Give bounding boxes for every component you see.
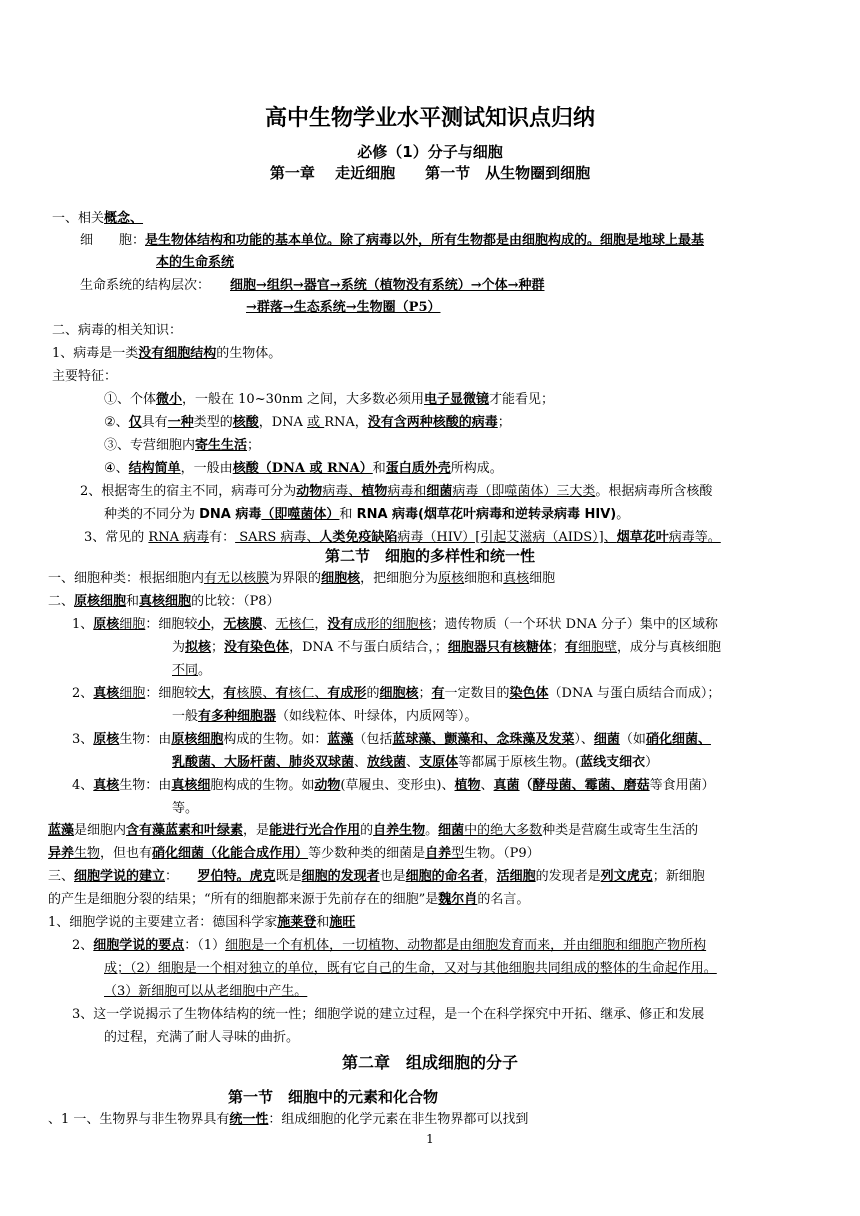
cell-theory-founders: 1、细胞学说的主要建立者：德国科学家施莱登和施旺 xyxy=(48,915,356,930)
prokaryote-cell-line3: 不同。 xyxy=(172,663,212,678)
unity-line: 、1 一、生物界与非生物界具有统一性：组成细胞的化学元素在非生物界都可以找到 xyxy=(48,1112,529,1127)
cyanobacteria-line1: 蓝藻是细胞内含有藻蓝素和叶绿素，是能进行光合作用的自养生物。细菌中的绝大多数种类是营腐生或寄生生活的 xyxy=(48,823,699,838)
concept-heading: 一、相关概念、 xyxy=(52,211,144,226)
virus-heading: 二、病毒的相关知识： xyxy=(52,323,183,338)
eukaryote-cell-line1: 2、真核细胞：细胞较大，有核膜、有核仁、有成形的细胞核；有一定数目的染色体（DNA 与蛋白质结合而成）； xyxy=(72,686,721,701)
page-title: 高中生物学业水平测试知识点归纳 xyxy=(264,106,595,131)
life-system-levels-line1: 生命系统的结构层次： 细胞→组织→器官→系统（植物没有系统）→个体→种群 xyxy=(80,278,545,293)
cyanobacteria-line2: 异养生物，但也有硝化细菌（化能合成作用）等少数种类的细菌是自养型生物。（P9） xyxy=(48,846,540,861)
cell-types-line: 一、细胞种类：根据细胞内有无以核膜为界限的细胞核，把细胞分为原核细胞和真核细胞 xyxy=(48,571,556,586)
cell-theory-points-line3: （3）新细胞可以从老细胞中产生。 xyxy=(104,984,308,999)
eukaryote-cell-line2: 一般有多种细胞器（如线粒体、叶绿体，内质网等）。 xyxy=(172,709,478,724)
eukaryote-organism-line2: 等。 xyxy=(172,801,199,816)
cell-theory-line1: 三、细胞学说的建立： 罗伯特。虎克既是细胞的发现者也是细胞的命名者，活细胞的发现者是列文虎克；新细胞 xyxy=(48,869,705,884)
page-number: 1 xyxy=(426,1132,434,1146)
virus-feature-3: ③、专营细胞内寄生生活； xyxy=(104,438,261,453)
prokaryote-organism-line1: 3、原核生物：由原核细胞构成的生物。如：蓝藻（包括蓝球藻、颤藻和、念珠藻及发菜）、细菌（如硝化细菌、 xyxy=(72,732,711,747)
virus-p2-line1: 2、根据寄生的宿主不同，病毒可分为动物病毒、植物病毒和细菌病毒（即噬菌体）三大类。根据病毒所含核酸 xyxy=(80,484,713,499)
prokaryote-cell-line1: 1、原核细胞：细胞较小，无核膜、无核仁，没有成形的细胞核；遗传物质（一个环状 DNA 分子）集中的区域称 xyxy=(72,617,718,632)
cell-theory-significance-line1: 3、这一学说揭示了生物体结构的统一性；细胞学说的建立过程，是一个在科学探究中开拓、继承、修正和发展 xyxy=(72,1007,705,1022)
virus-feature-2: ②、仅具有一种类型的核酸，DNA 或 RNA，没有含两种核酸的病毒； xyxy=(104,415,511,430)
virus-p2-line2: 种类的不同分为 DNA 病毒（即噬菌体）和 RNA 病毒(烟草花叶病毒和逆转录病毒 HIV)。 xyxy=(104,507,630,522)
section2-heading: 第二节 细胞的多样性和统一性 xyxy=(324,547,535,565)
eukaryote-organism-line1: 4、真核生物：由真核细胞构成的生物。如动物(草履虫、变形虫)、植物、真菌（酵母菌、霉菌、磨菇等食用菌） xyxy=(72,778,715,793)
page-subtitle: 必修（1）分子与细胞 xyxy=(357,143,503,161)
virus-feature-4: ④、结构简单，一般由核酸（DNA 或 RNA）和蛋白质外壳所构成。 xyxy=(104,461,503,476)
prokaryote-organism-line2: 乳酸菌、大肠杆菌、肺炎双球菌、放线菌、支原体等都属于原核生物。(蓝线支细衣） xyxy=(172,755,659,770)
cell-theory-points-line1: 2、细胞学说的要点：（1）细胞是一个有机体，一切植物、动物都是由细胞发育而来，并由细胞和细胞产物所构 xyxy=(72,938,707,953)
cell-theory-line2: 的产生是细胞分裂的结果；“所有的细胞都来源于先前存在的细胞”是魏尔肖的名言。 xyxy=(48,892,530,907)
cell-definition-line1: 细 胞：是生物体结构和功能的基本单位。除了病毒以外，所有生物都是由细胞构成的。细胞是地球上最基 xyxy=(80,233,705,248)
virus-features-label: 主要特征： xyxy=(52,369,118,384)
virus-p3: 3、常见的 RNA 病毒有： SARS 病毒、人类免疫缺陷病毒（HIV）[引起艾滋病（AIDS）]、烟草花叶病毒等。 xyxy=(84,530,721,545)
chapter1-heading: 第一章 走近细胞 第一节 从生物圈到细胞 xyxy=(269,164,591,182)
cell-theory-points-line2: 成；（2）细胞是一个相对独立的单位，既有它自己的生命，又对与其他细胞共同组成的整体的生命起作用。 xyxy=(104,961,717,976)
virus-p1: 1、病毒是一类没有细胞结构的生物体。 xyxy=(52,346,282,361)
chapter2-heading: 第二章 组成细胞的分子 xyxy=(341,1053,518,1072)
chapter2-section1-heading: 第一节 细胞中的元素和化合物 xyxy=(228,1088,439,1106)
cell-compare-heading: 二、原核细胞和真核细胞的比较：（P8） xyxy=(48,594,280,609)
cell-definition-line2: 本的生命系统 xyxy=(156,255,235,270)
virus-feature-1: ①、个体微小，一般在 10~30nm 之间，大多数必须用电子显微镜才能看见； xyxy=(104,392,555,407)
prokaryote-cell-line2: 为拟核；没有染色体，DNA 不与蛋白质结合，；细胞器只有核糖体；有细胞壁，成分与真核细胞 xyxy=(172,640,721,655)
cell-theory-significance-line2: 的过程，充满了耐人寻味的曲折。 xyxy=(104,1030,300,1045)
life-system-levels-line2: →群落→生态系统→生物圈（P5） xyxy=(246,300,441,315)
